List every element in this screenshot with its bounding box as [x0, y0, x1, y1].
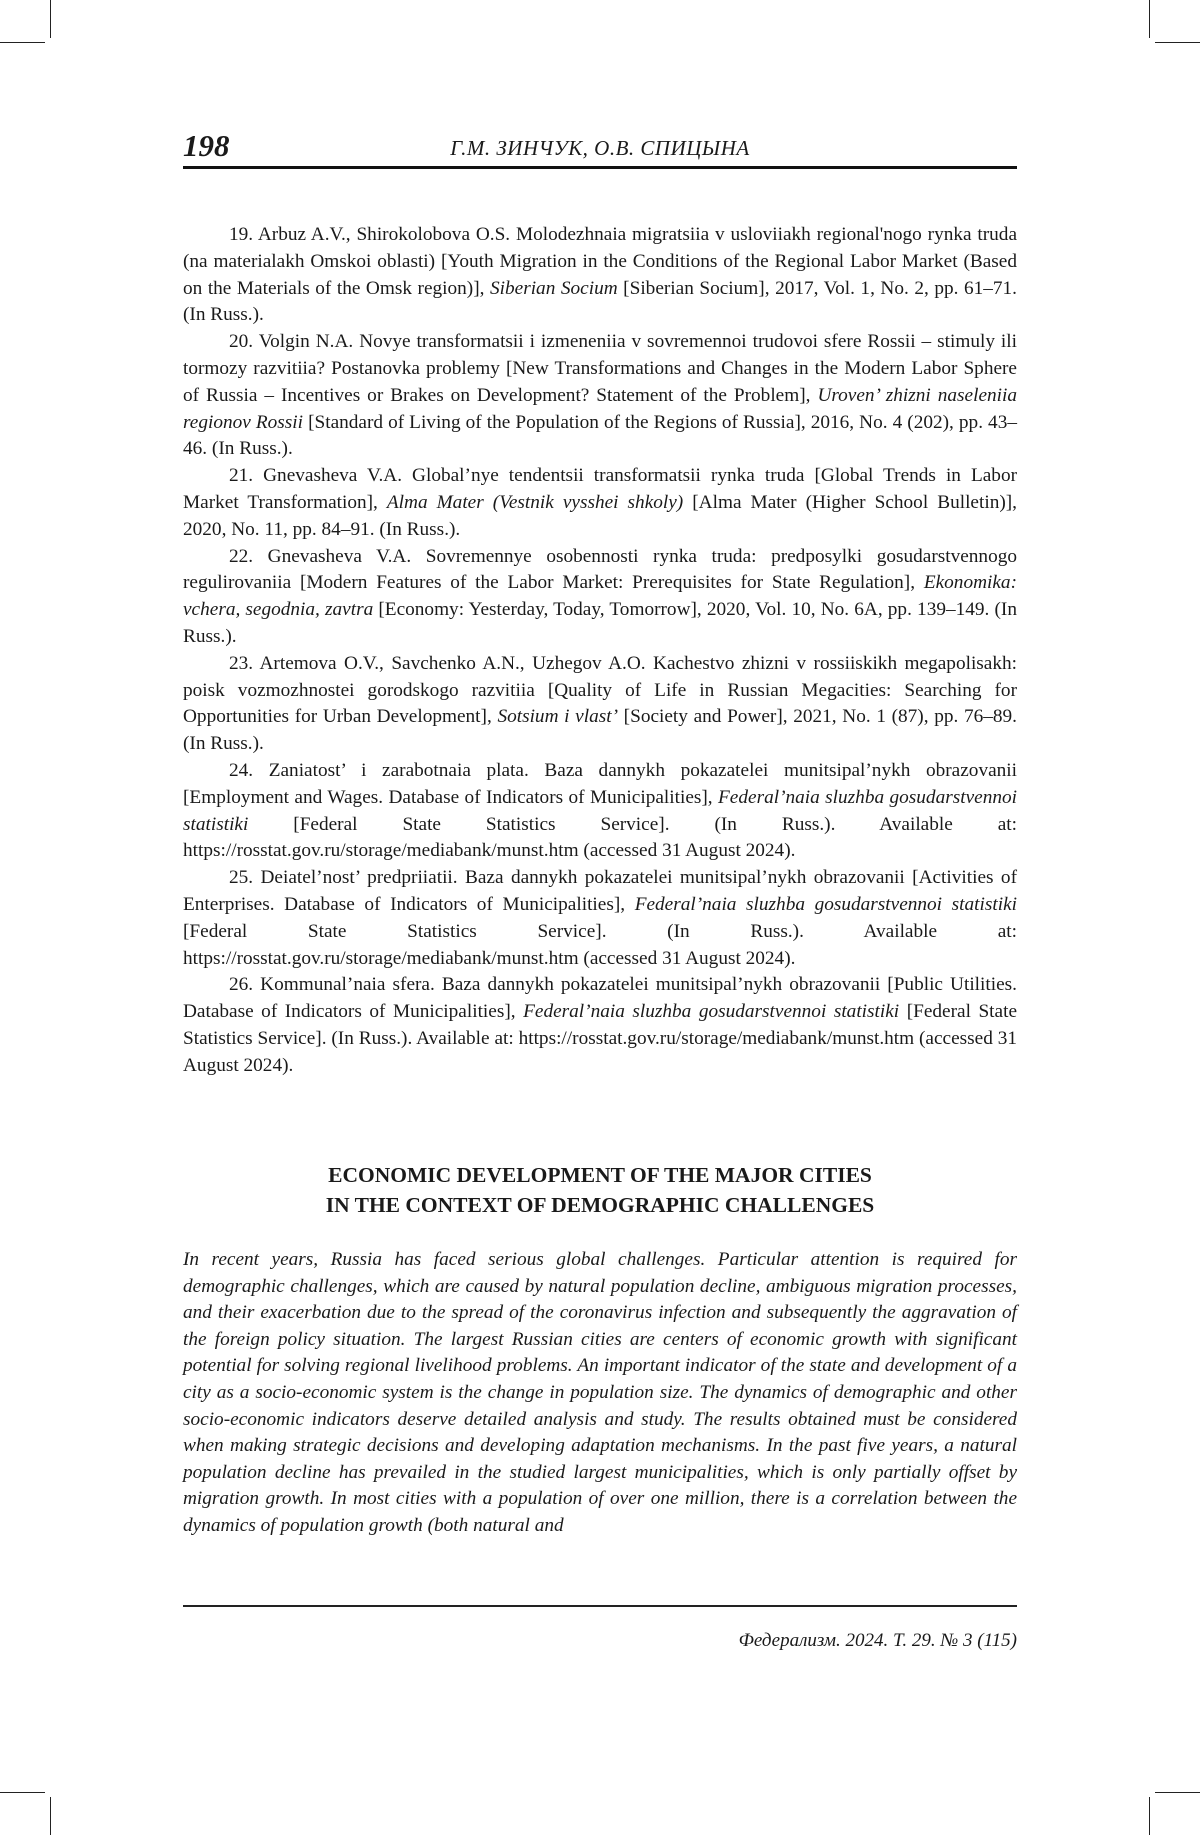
reference-text: [Economy: Yesterday, Today, Tomorrow], 2020, Vol. 10, No. 6A, pp. 139–149. (In Russ.). — [183, 599, 1017, 647]
title-line: ECONOMIC DEVELOPMENT OF THE MAJOR CITIES — [183, 1160, 1017, 1190]
reference-item — [183, 651, 1017, 758]
reference-text: 26. Kommunal’naia sfera. Baza dannykh pokazatelei munitsipal’nykh obrazovanii [Public Utilities. Database of Indicators of Municipalities], — [183, 974, 1017, 1022]
reference-item — [183, 758, 1017, 865]
reference-list — [183, 222, 1017, 1080]
crop-mark — [0, 1792, 45, 1793]
reference-text: [Standard of Living of the Population of the Regions of Russia], 2016, No. 4 (202), pp. 43–46. (In Russ.). — [183, 412, 1017, 460]
crop-mark — [1155, 1792, 1200, 1793]
reference-source: Sotsium i vlast’ — [497, 706, 618, 727]
article-title — [183, 1160, 1017, 1220]
abstract: In recent years, Russia has faced serious global challenges. Particular attention is required for demographic challenges, which are caused by natural population decline, ambiguous migration processes, and their exacerbation due to the spread of the coronavirus infection and subsequently the aggravation of the foreign policy situation. The largest Russian cities are centers of economic growth with significant potential for solving regional livelihood problems. An important indicator of the state and development of a city as a socio-economic system is the change in population size. The dynamics of demographic and other socio-economic indicators deserve detailed analysis and study. The results obtained must be considered when making strategic decisions and developing adaptation mechanisms. In the past five years, a natural population decline has prevailed in the studied largest municipalities, which is only partially offset by migration growth. In most cities with a population of over one million, there is a correlation between the dynamics of population growth (both natural and — [183, 1247, 1017, 1540]
reference-source: Federal’naia sluzhba gosudarstvennoi statistiki — [523, 1001, 899, 1022]
reference-item — [183, 972, 1017, 1079]
reference-text: [Alma Mater (Higher School Bulletin)], 2020, No. 11, pp. 84–91. (In Russ.). — [183, 492, 1017, 540]
crop-mark — [0, 42, 45, 43]
crop-mark — [1149, 0, 1150, 38]
crop-mark — [50, 0, 51, 38]
reference-item — [183, 329, 1017, 463]
reference-text: 19. Arbuz A.V., Shirokolobova O.S. Molodezhnaia migratsiia v usloviiakh regional'nogo rynka truda (na materialakh Omskoi oblasti) [Youth Migration in the Conditions of the Regional Labor Market (Based on the Materials of the Omsk region)], — [183, 224, 1017, 299]
reference-source: Siberian Socium — [490, 278, 618, 299]
reference-text: [Federal State Statistics Service]. (In Russ.). Available at: https://rosstat.gov.ru/storage/mediabank/munst.htm (accessed 31 August 2024). — [183, 921, 1017, 969]
reference-text: [Siberian Socium], 2017, Vol. 1, No. 2, pp. 61–71. (In Russ.). — [183, 278, 1017, 326]
reference-text: 20. Volgin N.A. Novye transformatsii i izmeneniia v sovremennoi trudovoi sfere Rossii – stimuly ili tormozy razvitiia? Postanovka problemy [New Transformations and Changes in the Modern Labor Sphere of Russia – Incentives or Brakes on Development? Statement of the Problem], — [183, 331, 1017, 406]
reference-source: Uroven’ zhizni naseleniia regionov Rossii — [183, 385, 1017, 433]
reference-source: Federal’naia sluzhba gosudarstvennoi statistiki — [183, 787, 1017, 835]
reference-text: [Society and Power], 2021, No. 1 (87), pp. 76–89. (In Russ.). — [183, 706, 1017, 754]
reference-text: [Federal State Statistics Service]. (In Russ.). Available at: https://rosstat.gov.ru/storage/mediabank/munst.htm (accessed 31 August 2024). — [183, 1001, 1017, 1076]
page-number: 198 — [183, 128, 230, 164]
reference-text: 25. Deiatel’nost’ predpriiatii. Baza dannykh pokazatelei munitsipal’nykh obrazovanii [Activities of Enterprises. Database of Indicators of Municipalities], — [183, 867, 1017, 915]
reference-source: Alma Mater (Vestnik vysshei shkoly) — [387, 492, 683, 513]
reference-text: [Federal State Statistics Service]. (In Russ.). Available at: https://rosstat.gov.ru/storage/mediabank/munst.htm (accessed 31 August 2024). — [183, 814, 1017, 862]
reference-text: 24. Zaniatost’ i zarabotnaia plata. Baza dannykh pokazatelei munitsipal’nykh obrazovanii [Employment and Wages. Database of Indicators of Municipalities], — [183, 760, 1017, 808]
reference-text: 21. Gnevasheva V.A. Global’nye tendentsii transformatsii rynka truda [Global Trends in Labor Market Transformation], — [183, 465, 1017, 513]
page-header — [183, 126, 1017, 169]
reference-item — [183, 544, 1017, 651]
reference-text: 22. Gnevasheva V.A. Sovremennye osobennosti rynka truda: predposylki gosudarstvennogo regulirovaniia [Modern Features of the Labor Market: Prerequisites for State Regulation], — [183, 546, 1017, 594]
footer-divider — [183, 1605, 1017, 1607]
crop-mark — [50, 1797, 51, 1835]
journal-footer: Федерализм. 2024. Т. 29. № 3 (115) — [739, 1630, 1017, 1652]
reference-item — [183, 463, 1017, 543]
reference-item — [183, 222, 1017, 329]
reference-source: Federal’naia sluzhba gosudarstvennoi statistiki — [635, 894, 1017, 915]
reference-source: Ekonomika: vchera, segodnia, zavtra — [183, 572, 1017, 620]
running-title: Г.М. ЗИНЧУК, О.В. СПИЦЫНА — [183, 136, 1017, 161]
crop-mark — [1149, 1797, 1150, 1835]
reference-text: 23. Artemova O.V., Savchenko A.N., Uzhegov A.O. Kachestvo zhizni v rossiiskikh megapolisakh: poisk vozmozhnostei gorodskogo razvitiia [Quality of Life in Russian Megacities: Searching for Opportunities for Urban Development], — [183, 653, 1017, 728]
crop-mark — [1155, 42, 1200, 43]
reference-item — [183, 865, 1017, 972]
title-line: IN THE CONTEXT OF DEMOGRAPHIC CHALLENGES — [183, 1190, 1017, 1220]
